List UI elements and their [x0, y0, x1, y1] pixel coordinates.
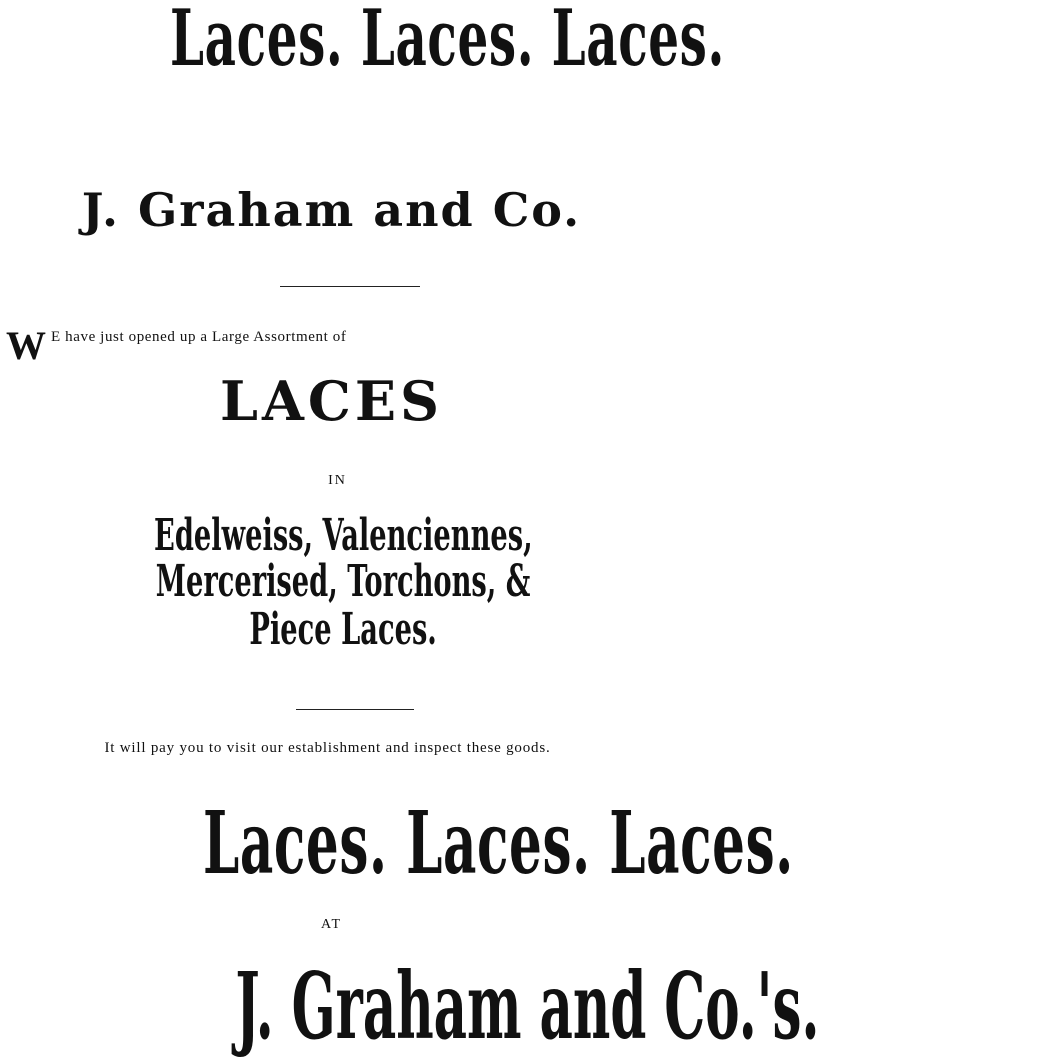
- in-word: IN: [328, 473, 347, 488]
- drop-cap: W: [6, 323, 46, 368]
- lace-types-text: Edelweiss, Valenciennes,: [154, 510, 533, 561]
- firm-possessive: [6, 952, 820, 1060]
- invitation-text: It will pay you to visit our establishment and inspect these goods.: [104, 740, 551, 756]
- lace-types-line: [12, 556, 675, 608]
- headline-bottom: [6, 793, 794, 894]
- headline-bottom-text: Laces. Laces. Laces.: [202, 793, 794, 894]
- laces-heading-text: LACES: [219, 369, 443, 433]
- divider-rule: [296, 709, 414, 710]
- firm-name: J. Graham and Co.: [81, 183, 582, 237]
- lace-types-line: [12, 510, 675, 562]
- laces-heading: [0, 368, 663, 434]
- intro-text: E have just opened up a Large Assortment of: [51, 329, 347, 345]
- lace-types-text: Piece Laces.: [249, 604, 438, 655]
- headline-top: [0, 0, 725, 84]
- divider-rule: [280, 286, 420, 287]
- headline-top-text: Laces. Laces. Laces.: [170, 0, 725, 84]
- lace-types-text: Mercerised, Torchons, &: [156, 556, 531, 607]
- firm-possessive-text: J. Graham and Co.'s.: [235, 952, 820, 1060]
- intro-paragraph: [6, 322, 646, 372]
- lace-types-line: [12, 604, 675, 656]
- at-word: AT: [320, 917, 343, 932]
